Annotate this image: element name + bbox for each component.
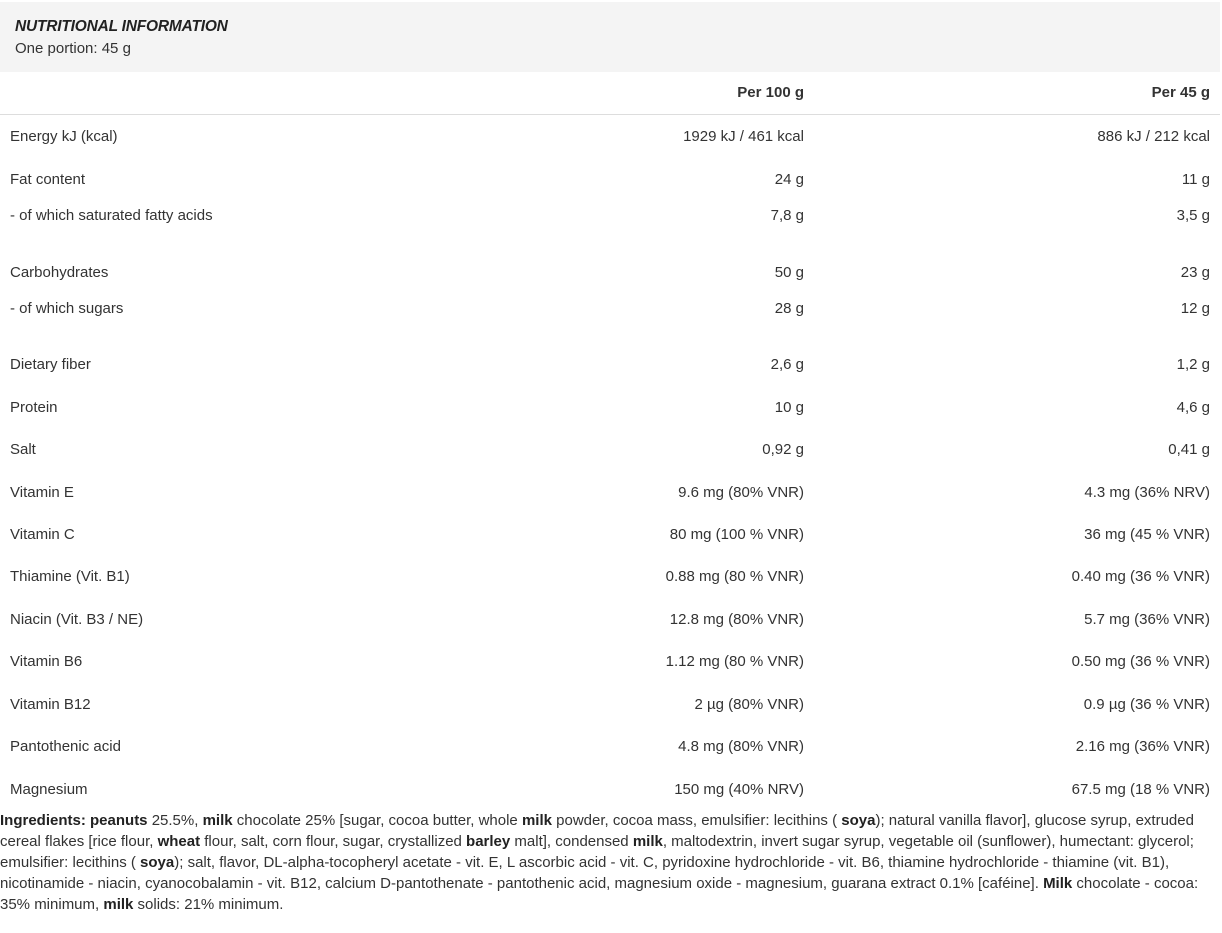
nutrient-label: Protein [10, 399, 58, 416]
ingredient-segment: solids: 21% minimum. [133, 896, 284, 913]
table-row [0, 609, 1222, 631]
per-portion-value: 0,41 g [1168, 441, 1210, 458]
allergen-highlight: soya [140, 854, 175, 871]
allergen-highlight: barley [466, 833, 511, 850]
nutrient-label: Vitamin C [10, 526, 75, 543]
table-row [0, 354, 1222, 376]
nutrient-label: Salt [10, 441, 36, 458]
ingredient-segment: malt], condensed [510, 833, 633, 850]
nutrition-header [0, 2, 1220, 72]
per-portion-value: 11 g [1181, 171, 1210, 188]
column-header-per-portion: Per 45 g [1151, 84, 1210, 101]
per-100g-value: 12.8 mg (80% VNR) [669, 611, 804, 628]
allergen-highlight: milk [202, 812, 233, 829]
per-100g-value: 2 µg (80% VNR) [694, 696, 804, 713]
nutrient-label: - of which saturated fatty acids [10, 207, 213, 224]
ingredient-segment: ); natural vanilla flavor], glucose syrup, extruded cereal flakes [rice flour, [0, 812, 1194, 850]
per-100g-value: 0.88 mg (80 % VNR) [665, 568, 804, 585]
nutrient-label: - of which sugars [10, 300, 124, 317]
table-row [0, 397, 1222, 419]
per-100g-value: 2,6 g [770, 356, 804, 373]
table-row [0, 482, 1222, 504]
per-100g-value: 28 g [774, 300, 804, 317]
nutrient-label: Thiamine (Vit. B1) [10, 568, 130, 585]
per-portion-value: 2.16 mg (36% VNR) [1075, 738, 1210, 755]
per-portion-value: 67.5 mg (18 % VNR) [1071, 781, 1210, 798]
ingredient-segment: 25.5%, [147, 812, 203, 829]
per-100g-value: 1.12 mg (80 % VNR) [665, 653, 804, 670]
per-100g-value: 10 g [774, 399, 804, 416]
per-portion-value: 1,2 g [1176, 356, 1210, 373]
nutrient-label: Carbohydrates [10, 264, 109, 281]
allergen-highlight: milk [632, 833, 663, 850]
table-row [0, 262, 1222, 284]
nutrient-label: Magnesium [10, 781, 88, 798]
allergen-highlight: Milk [1043, 875, 1073, 892]
nutrient-label: Pantothenic acid [10, 738, 121, 755]
per-portion-value: 12 g [1180, 300, 1210, 317]
allergen-highlight: milk [103, 896, 134, 913]
ingredient-segment: powder, cocoa mass, emulsifier: lecithins ( [551, 812, 842, 829]
per-portion-value: 3,5 g [1176, 207, 1210, 224]
table-row [0, 651, 1222, 673]
ingredients-heading: Ingredients: [0, 812, 91, 829]
ingredient-segment: chocolate - cocoa: 35% minimum, [0, 875, 1199, 913]
nutrient-label: Vitamin B12 [10, 696, 91, 713]
per-portion-value: 0.50 mg (36 % VNR) [1071, 653, 1210, 670]
table-row [0, 169, 1222, 191]
per-100g-value: 150 mg (40% NRV) [674, 781, 804, 798]
nutrient-label: Fat content [10, 171, 86, 188]
per-100g-value: 9.6 mg (80% VNR) [678, 484, 804, 501]
table-row [0, 524, 1222, 546]
table-row [0, 694, 1222, 716]
per-portion-value: 36 mg (45 % VNR) [1084, 526, 1210, 543]
allergen-highlight: milk [521, 812, 552, 829]
per-portion-value: 5.7 mg (36% VNR) [1084, 611, 1210, 628]
table-row [0, 298, 1222, 320]
nutrient-label: Vitamin E [10, 484, 74, 501]
per-portion-value: 886 kJ / 212 kcal [1097, 128, 1210, 145]
per-100g-value: 4.8 mg (80% VNR) [678, 738, 804, 755]
column-header-per-100g: Per 100 g [737, 84, 804, 101]
per-portion-value: 0.40 mg (36 % VNR) [1071, 568, 1210, 585]
per-100g-value: 1929 kJ / 461 kcal [683, 128, 804, 145]
per-100g-value: 24 g [774, 171, 804, 188]
ingredient-segment: chocolate 25% [sugar, cocoa butter, whole [232, 812, 522, 829]
allergen-highlight: soya [841, 812, 876, 829]
nutrient-label: Energy kJ (kcal) [10, 128, 118, 145]
nutrition-title: NUTRITIONAL INFORMATION [15, 18, 228, 35]
nutrient-label: Vitamin B6 [10, 653, 83, 670]
ingredients-text [0, 810, 1215, 915]
header-divider [0, 114, 1220, 115]
per-portion-value: 23 g [1180, 264, 1210, 281]
ingredient-segment: , maltodextrin, invert sugar syrup, vegetable oil (sunflower), humectant: glycerol; emulsifier: lecithins ( [0, 833, 1194, 871]
per-100g-value: 80 mg (100 % VNR) [669, 526, 804, 543]
table-row [0, 439, 1222, 461]
per-100g-value: 50 g [774, 264, 804, 281]
portion-size: One portion: 45 g [15, 40, 131, 57]
table-row [0, 126, 1222, 148]
per-portion-value: 4.3 mg (36% NRV) [1084, 484, 1210, 501]
nutrient-label: Niacin (Vit. B3 / NE) [10, 611, 144, 628]
ingredient-segment: flour, salt, corn flour, sugar, crystallized [200, 833, 467, 850]
per-100g-value: 0,92 g [762, 441, 804, 458]
per-portion-value: 0.9 µg (36 % VNR) [1083, 696, 1210, 713]
allergen-highlight: wheat [157, 833, 201, 850]
table-row [0, 736, 1222, 758]
table-row [0, 779, 1222, 801]
table-row [0, 566, 1222, 588]
per-100g-value: 7,8 g [770, 207, 804, 224]
table-row [0, 205, 1222, 227]
nutrient-label: Dietary fiber [10, 356, 91, 373]
allergen-highlight: peanuts [90, 812, 148, 829]
per-portion-value: 4,6 g [1176, 399, 1210, 416]
ingredient-segment: ); salt, flavor, DL-alpha-tocopheryl acetate - vit. E, L ascorbic acid - vit. C, pyridoxine hydrochloride - vit. B6, thiamine hydrochloride - thiamine (vit. B1), nicotinamide - niacin, cyanocobalamin - vit. B12, calcium D-pantothenate - pantothenic acid, magnesium oxide - magnesium, guarana extract 0.1% [caféine]. [0, 854, 1170, 892]
